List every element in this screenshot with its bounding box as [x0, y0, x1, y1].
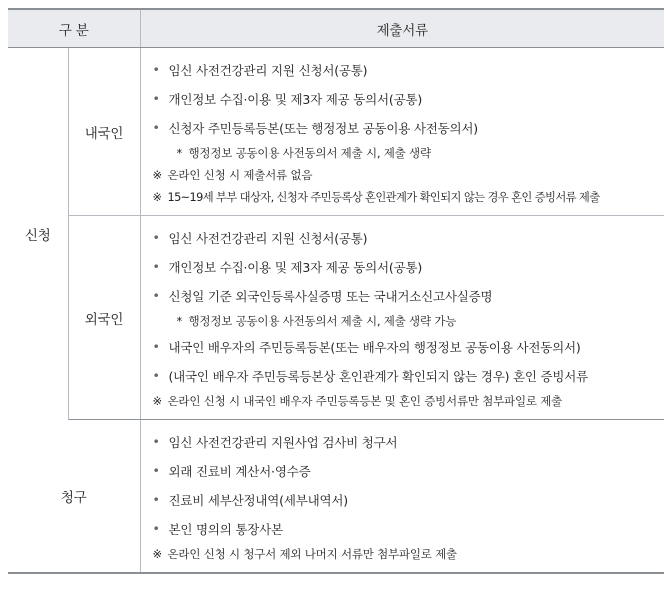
bullet-marker: • — [152, 91, 160, 106]
section-label-claim: 청구 — [8, 420, 140, 574]
sub-note: * 행정정보 공동이용 사전동의서 제출 시, 제출 생략 — [176, 146, 431, 160]
list-item: • 외래 진료비 계산서·영수증 — [152, 463, 311, 479]
section-label-apply: 신청 — [8, 48, 68, 420]
list-item: • 임신 사전건강관리 지원 신청서(공통) — [152, 62, 368, 78]
row-claim — [8, 420, 664, 574]
list-item: • (내국인 배우자 주민등록등본상 혼인관계가 확인되지 않는 경우) 혼인 증빙서류 — [152, 368, 589, 384]
list-item: • 진료비 세부산정내역(세부내역서) — [152, 492, 348, 508]
star-marker: * — [176, 314, 183, 328]
header-category: 구 분 — [8, 9, 140, 48]
row-apply-domestic — [8, 48, 664, 216]
list-item: • 개인정보 수집·이용 및 제3자 제공 동의서(공통) — [152, 259, 422, 275]
bullet-marker: • — [152, 230, 160, 245]
table-header-row — [8, 9, 664, 48]
list-item: • 임신 사전건강관리 지원 신청서(공통) — [152, 230, 368, 246]
note-marker: ※ — [152, 547, 162, 561]
subsection-label-foreign: 외국인 — [68, 216, 140, 420]
note-marker: ※ — [152, 190, 162, 204]
bullet-marker: • — [152, 521, 160, 536]
reference-note: ※ 온라인 신청 시 청구서 제외 나머지 서류만 첨부파일로 제출 — [152, 547, 457, 561]
list-item: • 개인정보 수집·이용 및 제3자 제공 동의서(공통) — [152, 91, 422, 107]
claim-document-list — [140, 420, 664, 574]
list-item: • 임신 사전건강관리 지원사업 검사비 청구서 — [152, 434, 398, 450]
bullet-marker: • — [152, 339, 160, 354]
list-item: • 본인 명의의 통장사본 — [152, 521, 283, 537]
list-item: • 신청일 기준 외국인등록사실증명 또는 국내거소신고사실증명 — [152, 288, 493, 304]
note-marker: ※ — [152, 168, 162, 182]
reference-note: ※ 온라인 신청 시 제출서류 없음 — [152, 168, 313, 182]
required-documents-table — [8, 8, 664, 574]
row-apply-foreign — [8, 216, 664, 420]
reference-note: ※ 15~19세 부부 대상자, 신청자 주민등록상 혼인관계가 확인되지 않는 경우 혼인 증빙서류 제출 — [152, 190, 600, 204]
bullet-marker: • — [152, 492, 160, 507]
foreign-document-list — [140, 216, 664, 420]
subsection-label-domestic: 내국인 — [68, 48, 140, 216]
domestic-document-list — [140, 48, 664, 216]
reference-note: ※ 온라인 신청 시 내국인 배우자 주민등록등본 및 혼인 증빙서류만 첨부파일로 제출 — [152, 394, 563, 408]
bullet-marker: • — [152, 259, 160, 274]
list-item: • 내국인 배우자의 주민등록등본(또는 배우자의 행정정보 공동이용 사전동의서) — [152, 339, 581, 355]
bullet-marker: • — [152, 288, 160, 303]
bullet-marker: • — [152, 463, 160, 478]
bullet-marker: • — [152, 120, 160, 135]
bullet-marker: • — [152, 434, 160, 449]
sub-note: * 행정정보 공동이용 사전동의서 제출 시, 제출 생략 가능 — [176, 314, 457, 328]
note-marker: ※ — [152, 394, 162, 408]
list-item: • 신청자 주민등록등본(또는 행정정보 공동이용 사전동의서) — [152, 120, 478, 136]
bullet-marker: • — [152, 62, 160, 77]
bullet-marker: • — [152, 368, 160, 383]
star-marker: * — [176, 146, 183, 160]
header-documents: 제출서류 — [140, 9, 664, 48]
